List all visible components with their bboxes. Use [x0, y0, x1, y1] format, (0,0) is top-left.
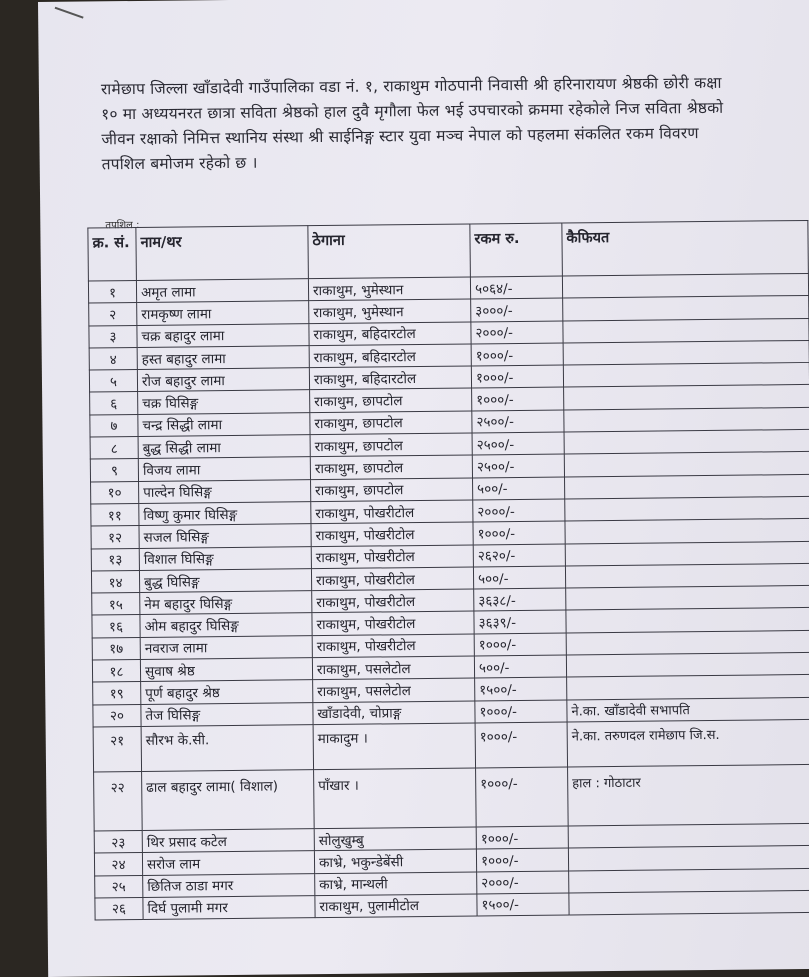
row-name: रामकृष्ण लामा	[137, 301, 309, 325]
row-remark: ने.का. खाँडादेवी सभापति	[567, 697, 809, 722]
row-amount: १०००/-	[472, 388, 564, 411]
row-remark	[569, 890, 809, 915]
row-name: विजय लामा	[138, 457, 310, 481]
row-sn: २०	[93, 704, 141, 727]
row-amount: २०००/-	[473, 499, 565, 522]
row-address: सोलुखुम्बु	[314, 827, 476, 851]
row-amount: ३०००/-	[471, 298, 563, 321]
row-sn: ९	[90, 459, 138, 482]
row-remark	[568, 846, 809, 871]
row-sn: १६	[92, 615, 140, 638]
row-sn: ७	[90, 414, 138, 437]
row-name: नवराज लामा	[140, 635, 312, 659]
paper-sheet	[38, 0, 809, 977]
row-remark	[566, 652, 809, 677]
row-remark	[563, 296, 809, 321]
row-name: सौरभ के.सी.	[141, 725, 313, 772]
row-amount: १०००/-	[474, 633, 566, 656]
header-name: नाम/थर	[136, 226, 309, 281]
row-amount: ५००/-	[473, 566, 565, 589]
row-amount: २६२०/-	[473, 544, 565, 567]
header-sn: क्र. सं.	[88, 227, 137, 280]
row-name: हस्त बहादुर लामा	[137, 346, 309, 370]
row-remark	[564, 407, 809, 432]
row-sn: १२	[91, 526, 139, 549]
row-amount: १०००/-	[471, 343, 563, 366]
row-address: राकाथुम, भुमेस्थान	[309, 299, 471, 323]
row-address: काभ्रे, भकुन्डेबेंसी	[314, 849, 476, 873]
row-name: सरोज लाम	[142, 851, 314, 875]
row-sn: २३	[94, 830, 142, 853]
row-amount: २५००/-	[472, 454, 564, 477]
row-sn: २५	[95, 875, 143, 898]
row-amount: १५००/-	[475, 677, 567, 700]
row-name: तेज घिसिङ्ग	[141, 702, 313, 726]
row-name: बुद्ध घिसिङ्ग	[139, 569, 311, 593]
row-remark	[564, 474, 809, 499]
row-sn: ३	[89, 325, 137, 348]
row-amount: २५००/-	[472, 410, 564, 433]
row-address: राकाथुम, पसलेटोल	[313, 678, 475, 702]
row-sn: १०	[91, 481, 139, 504]
row-address: राकाथुम, पोखरीटोल	[312, 611, 474, 635]
row-address: राकाथुम, भुमेस्थान	[308, 277, 470, 301]
row-remark	[566, 630, 809, 655]
row-name: ओम बहादुर घिसिङ्ग	[140, 613, 312, 637]
row-address: राकाथुम, छापटोल	[311, 478, 473, 502]
row-name: रोज बहादुर लामा	[137, 368, 309, 392]
row-amount: २५००/-	[472, 432, 564, 455]
row-sn: २२	[94, 771, 143, 830]
row-name: पाल्देन घिसिङ्ग	[139, 479, 311, 503]
row-remark	[564, 385, 809, 410]
row-address: माकादुम ।	[313, 723, 475, 770]
header-amount: रकम रु.	[470, 223, 563, 277]
row-address: राकाथुम, पोखरीटोल	[312, 634, 474, 658]
row-address: राकाथुम, छापटोल	[310, 388, 472, 412]
row-name: चन्द्र सिद्धी लामा	[138, 412, 310, 436]
row-sn: १९	[93, 682, 141, 705]
row-sn: १३	[91, 548, 139, 571]
row-address: राकाथुम, पसलेटोल	[312, 656, 474, 680]
row-remark	[564, 452, 809, 477]
row-sn: ४	[89, 347, 137, 370]
row-sn: ११	[91, 503, 139, 526]
row-sn: १७	[92, 637, 140, 660]
row-remark	[563, 340, 809, 365]
row-remark: हाल : गोठाटार	[568, 764, 809, 826]
row-address: राकाथुम, पुलामीटोल	[315, 894, 477, 918]
row-sn: १८	[92, 660, 140, 683]
table-header-row	[88, 220, 809, 281]
row-address: राकाथुम, छापटोल	[310, 411, 472, 435]
row-remark	[566, 586, 809, 611]
donation-table	[87, 220, 809, 921]
row-amount: १०००/-	[473, 521, 565, 544]
row-sn: २१	[93, 726, 141, 772]
row-amount: ५००/-	[473, 477, 565, 500]
row-sn: २६	[95, 897, 143, 920]
row-address: काभ्रे, मान्थली	[315, 871, 477, 895]
row-remark	[566, 608, 809, 633]
row-sn: १	[88, 280, 136, 303]
row-name: पूर्ण बहादुर श्रेष्ठ	[141, 680, 313, 704]
header-remark: कैफियत	[562, 220, 809, 276]
row-remark	[568, 823, 809, 848]
row-remark	[564, 430, 809, 455]
row-address: राकाथुम, पोखरीटोल	[311, 522, 473, 546]
row-address: राकाथुम, बहिदारटोल	[309, 322, 471, 346]
row-amount: १०००/-	[475, 700, 567, 723]
row-name: बुद्ध सिद्धी लामा	[138, 435, 310, 459]
row-amount: २०००/-	[477, 871, 569, 894]
row-address: राकाथुम, पोखरीटोल	[312, 589, 474, 613]
row-name: दिर्घ पुलामी मगर	[143, 895, 315, 919]
intro-paragraph: रामेछाप जिल्ला खाँडादेवी गाउँपालिका वडा नं. १, राकाथुम गोठपानी निवासी श्री हरिनारायण श्रेष्ठकी छोरी कक्षा १० मा अध्ययनरत छात्रा सविता श्रेष्ठको हाल दुवै मृगौला फेल भई उपचारको क्रममा रहेकोले निज सविता श्रेष्ठको जीवन रक्षाको निमित्त स्थानिय संस्था श्री साईनिङ्ग स्टार युवा मञ्च नेपाल को पहलमा संकलित रकम विवरण तपशिल बमोजम रहेको छ ।	[100, 73, 724, 174]
row-amount: १५००/-	[477, 893, 569, 916]
row-address: राकाथुम, बहिदारटोल	[309, 366, 471, 390]
row-amount: १०००/-	[475, 722, 567, 768]
row-address: राकाथुम, पोखरीटोल	[311, 545, 473, 569]
row-address: राकाथुम, बहिदारटोल	[309, 344, 471, 368]
row-remark	[563, 318, 809, 343]
row-name: अमृत लामा	[136, 279, 308, 303]
row-address: राकाथुम, पोखरीटोल	[311, 500, 473, 524]
row-amount: १०००/-	[476, 767, 569, 827]
row-name: सजल घिसिङ्ग	[139, 524, 311, 548]
row-address: राकाथुम, छापटोल	[310, 455, 472, 479]
row-amount: १०००/-	[476, 848, 568, 871]
row-remark: ने.का. तरुणदल रामेछाप जि.स.	[567, 719, 809, 767]
row-name: छितिज ठाडा मगर	[143, 873, 315, 897]
row-sn: २	[89, 303, 137, 326]
row-sn: २४	[94, 853, 142, 876]
row-remark	[569, 868, 809, 893]
table-row	[94, 764, 809, 831]
row-amount: ५०६४/-	[470, 276, 562, 299]
table-row	[93, 719, 809, 772]
row-remark	[563, 363, 809, 388]
row-sn: ६	[90, 392, 138, 415]
row-name: चक्र बहादुर लामा	[137, 323, 309, 347]
table-caption: तपशिल :	[105, 219, 140, 232]
row-amount: १०००/-	[471, 365, 563, 388]
row-address: पाँखार ।	[314, 768, 477, 829]
row-sn: १५	[92, 593, 140, 616]
row-address: राकाथुम, पोखरीटोल	[311, 567, 473, 591]
pen-mark	[55, 7, 84, 19]
row-name: थिर प्रसाद कटेल	[142, 829, 314, 853]
row-remark	[565, 519, 809, 544]
row-sn: ८	[90, 437, 138, 460]
row-name: ढाल बहादुर लामा( विशाल)	[142, 770, 315, 831]
row-sn: १४	[91, 570, 139, 593]
row-name: विष्णु कुमार घिसिङ्ग	[139, 502, 311, 526]
row-amount: २०००/-	[471, 321, 563, 344]
row-name: नेम बहादुर घिसिङ्ग	[140, 591, 312, 615]
row-remark	[565, 496, 809, 521]
row-amount: ३६३९/-	[474, 610, 566, 633]
row-name: चक्र घिसिङ्ग	[138, 390, 310, 414]
row-amount: १०००/-	[476, 826, 568, 849]
row-remark	[565, 563, 809, 588]
header-address: ठेगाना	[308, 224, 471, 279]
row-name: विशाल घिसिङ्ग	[139, 546, 311, 570]
row-address: राकाथुम, छापटोल	[310, 433, 472, 457]
row-remark	[562, 273, 808, 298]
row-name: सुवाष श्रेष्ठ	[140, 658, 312, 682]
row-sn: ५	[89, 370, 137, 393]
row-amount: ३६३८/-	[474, 588, 566, 611]
row-address: खाँडादेवी, चोप्राङ्ग	[313, 701, 475, 725]
row-remark	[565, 541, 809, 566]
row-remark	[567, 675, 809, 700]
row-amount: ५००/-	[474, 655, 566, 678]
